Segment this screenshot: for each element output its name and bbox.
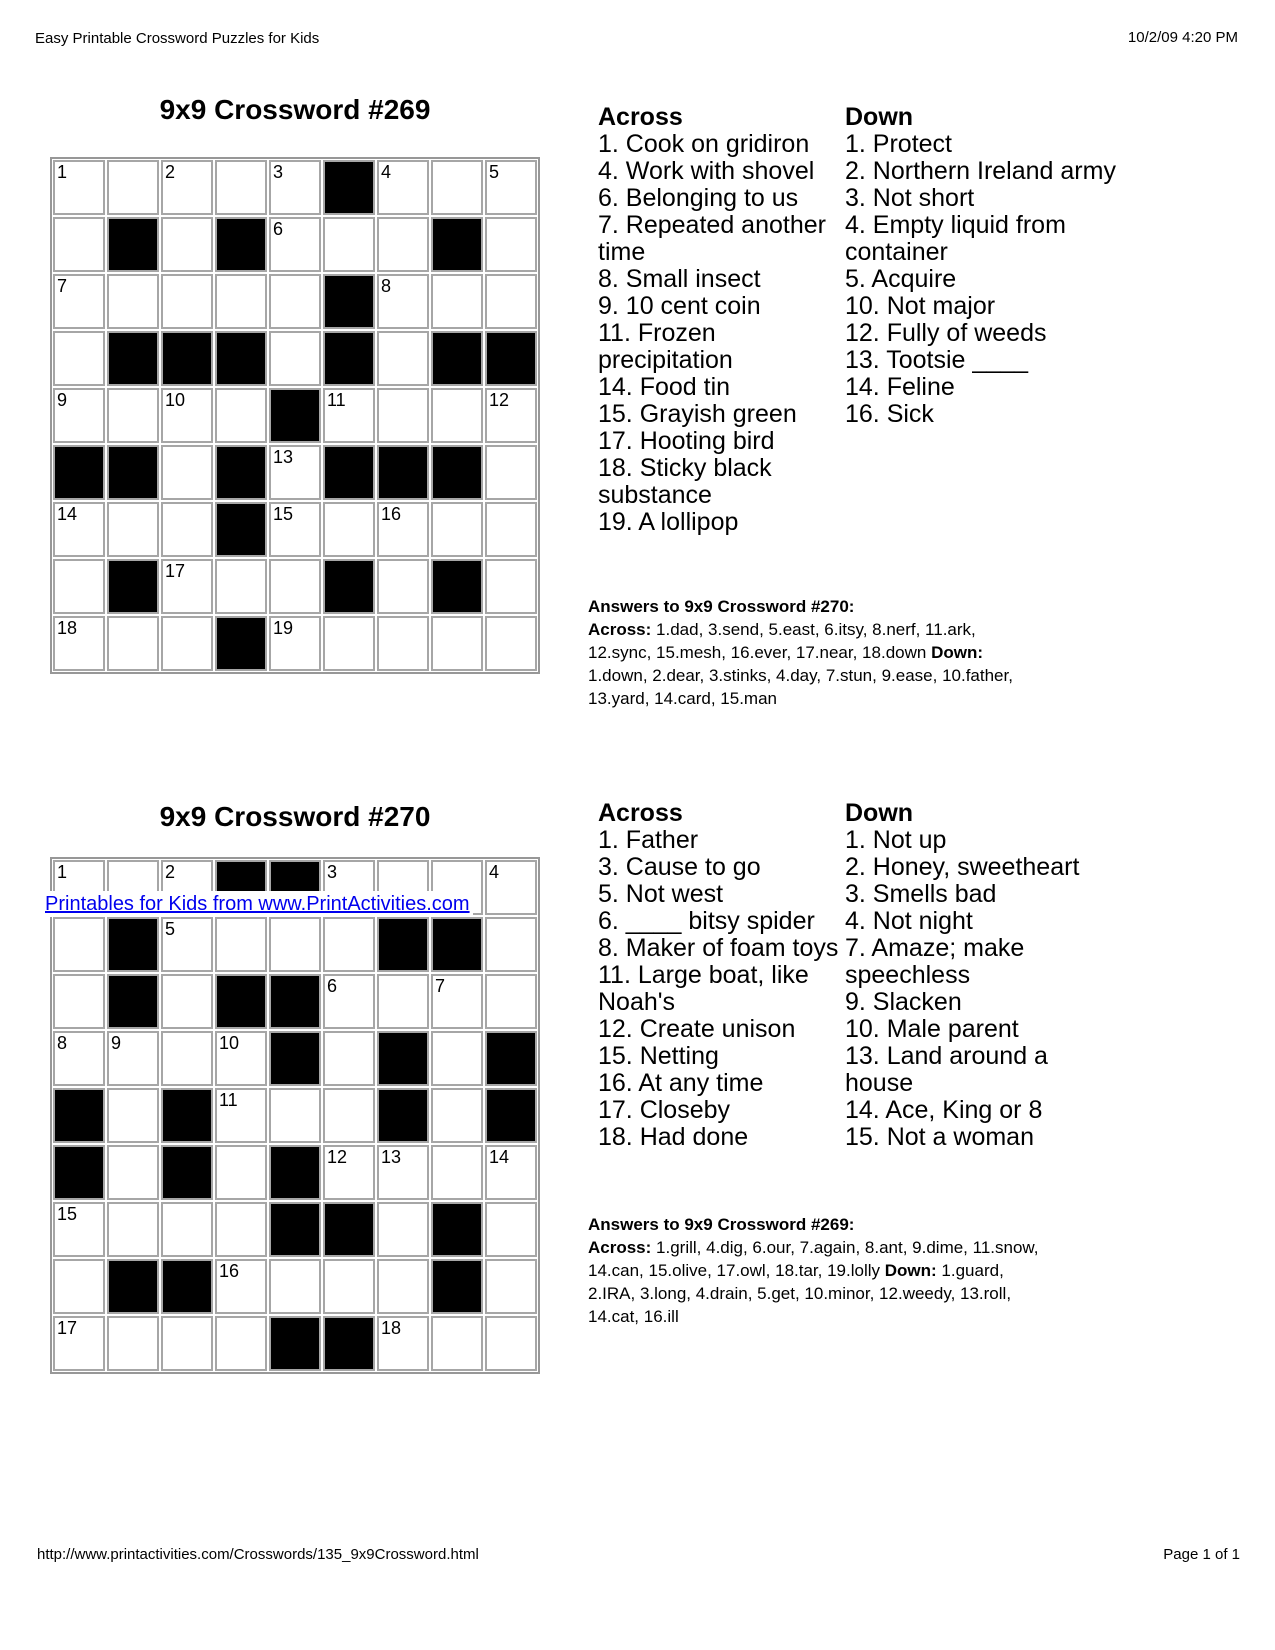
grid-cell-black [323,274,375,329]
grid-cell [161,388,213,443]
puzzle-270-down-clues [845,800,1101,1151]
grid-cell-black [377,1088,429,1143]
grid-cell-black [269,974,321,1029]
down-clue-list [845,827,1101,1151]
grid-cell [107,1031,159,1086]
grid-cell [485,860,537,915]
grid-cell-black [107,1259,159,1314]
cell-number: 19 [273,618,294,638]
grid-cell [107,1202,159,1257]
grid-cell [323,917,375,972]
grid-cell-black [107,445,159,500]
cell-number: 14 [57,504,78,524]
clue-item: 3. Smells bad [845,880,997,908]
grid-cell [485,616,537,671]
grid-cell [53,559,105,614]
grid-cell-black [269,1202,321,1257]
page-header-title: Easy Printable Crossword Puzzles for Kids [35,30,320,47]
answers-down-text: 1.guard, 2.IRA, 3.long, 4.drain, 5.get, 10.minor, 12.weedy, 13.roll, 14.cat, 16.ill [588,1261,1012,1326]
grid-cell [377,1202,429,1257]
grid-cell-black [215,502,267,557]
grid-cell [161,974,213,1029]
cell-number: 10 [219,1033,240,1053]
cell-number: 1 [57,862,68,882]
puzzle-270-across-clues [598,800,854,1151]
grid-cell [323,616,375,671]
answers-down-label: Down: [931,643,984,662]
grid-cell [377,502,429,557]
cell-number: 15 [57,1204,78,1224]
grid-cell-black [431,1259,483,1314]
grid-cell [269,559,321,614]
grid-cell [161,502,213,557]
grid-cell [161,1316,213,1371]
clue-item: 9. Slacken [845,988,962,1016]
grid-cell-black [53,1088,105,1143]
cell-number: 13 [381,1147,402,1167]
clue-item: 14. Feline [845,373,955,401]
grid-cell [269,445,321,500]
cell-number: 4 [489,862,500,882]
grid-cell [215,274,267,329]
grid-cell [485,1316,537,1371]
grid-cell [53,331,105,386]
grid-cell [161,160,213,215]
grid-cell [215,1259,267,1314]
grid-cell [215,1316,267,1371]
cell-number: 17 [165,561,186,581]
grid-cell [377,616,429,671]
grid-cell [323,1088,375,1143]
grid-cell-black [107,917,159,972]
grid-cell [485,1259,537,1314]
puzzle-270-grid [50,857,540,1374]
cell-number: 12 [489,390,510,410]
grid-cell [269,917,321,972]
clue-item: 14. Ace, King or 8 [845,1096,1043,1124]
answers-across-text: 1.dad, 3.send, 5.east, 6.itsy, 8.nerf, 11.ark, 12.sync, 15.mesh, 16.ever, 17.near, 18.down [588,620,976,662]
grid-cell [485,445,537,500]
grid-cell [215,388,267,443]
grid-cell [323,1145,375,1200]
clue-item: 15. Grayish green [598,400,797,428]
grid-cell-black [485,1088,537,1143]
grid-cell [53,388,105,443]
grid-cell [53,502,105,557]
cell-number: 3 [273,162,284,182]
grid-cell-black [107,217,159,272]
grid-cell-black [269,388,321,443]
grid-cell [323,217,375,272]
grid-cell [215,1088,267,1143]
grid-cell [107,388,159,443]
grid-cell [107,274,159,329]
grid-cell [377,1316,429,1371]
across-clue-list [598,827,854,1151]
grid-cell [53,1031,105,1086]
grid-cell-black [431,331,483,386]
answers-across-label: Across: [588,1238,652,1257]
grid-cell [161,616,213,671]
cell-number: 9 [111,1033,122,1053]
grid-cell [161,1202,213,1257]
clue-item: 7. Repeated another time [598,211,826,266]
cell-number: 4 [381,162,392,182]
cell-number: 5 [165,919,176,939]
clue-item: 7. Amaze; make speechless [845,934,1025,989]
grid-cell [53,917,105,972]
grid-cell-black [215,331,267,386]
grid-cell-black [431,1202,483,1257]
clue-item: 14. Food tin [598,373,731,401]
grid-cell [377,160,429,215]
cell-number: 9 [57,390,68,410]
grid-cell [161,1031,213,1086]
clue-item: 1. Cook on gridiron [598,130,810,158]
down-heading: Down [845,103,914,131]
grid-cell [485,274,537,329]
grid-cell [161,274,213,329]
grid-cell-black [323,1202,375,1257]
grid-cell [377,974,429,1029]
clue-item: 15. Netting [598,1042,719,1070]
cell-number: 13 [273,447,294,467]
grid-cell [53,974,105,1029]
grid-cell-black [269,1145,321,1200]
grid-cell-black [485,1031,537,1086]
clue-item: 6. ____ bitsy spider [598,907,815,935]
grid-cell [107,1088,159,1143]
grid-cell [53,1202,105,1257]
grid-cell-black [161,1259,213,1314]
grid-cell [377,274,429,329]
cell-number: 5 [489,162,500,182]
cell-number: 8 [381,276,392,296]
answers-down-text: 1.down, 2.dear, 3.stinks, 4.day, 7.stun, 9.ease, 10.father, 13.yard, 14.card, 15.man [588,666,1013,708]
clue-item: 12. Fully of weeds [845,319,1047,347]
grid-cell [485,502,537,557]
cell-number: 12 [327,1147,348,1167]
cell-number: 2 [165,862,176,882]
cell-number: 7 [435,976,446,996]
grid-cell-black [431,445,483,500]
grid-cell [107,502,159,557]
grid-cell-black [377,1031,429,1086]
grid-cell [53,616,105,671]
grid-cell-black [161,331,213,386]
grid-cell [215,559,267,614]
grid-cell-black [431,217,483,272]
grid-cell [377,1259,429,1314]
grid-cell [431,1031,483,1086]
grid-cell-black [107,331,159,386]
grid-cell-black [53,445,105,500]
grid-cell [431,1145,483,1200]
clue-item: 13. Tootsie ____ [845,346,1029,374]
clue-item: 4. Work with shovel [598,157,815,185]
cell-number: 6 [273,219,284,239]
puzzle-270-answer-key [588,595,1043,710]
clue-item: 5. Not west [598,880,724,908]
grid-cell [323,974,375,1029]
grid-cell [161,217,213,272]
grid-cell [215,1202,267,1257]
across-heading: Across [598,799,683,827]
grid-cell [107,160,159,215]
grid-cell [161,917,213,972]
clue-item: 4. Not night [845,907,973,935]
clue-item: 17. Hooting bird [598,427,775,455]
grid-cell [215,160,267,215]
answers-across-text: 1.grill, 4.dig, 6.our, 7.again, 8.ant, 9.dime, 11.snow, 14.can, 15.olive, 17.owl, 18.tar, 19.lolly [588,1238,1039,1280]
cell-number: 18 [57,618,78,638]
grid-cell-black [269,1031,321,1086]
puzzle-269-down-clues [845,104,1155,428]
grid-cell [215,1031,267,1086]
cell-number: 8 [57,1033,68,1053]
grid-cell-black [323,445,375,500]
cell-number: 16 [219,1261,240,1281]
grid-cell [431,388,483,443]
grid-cell-black [431,917,483,972]
grid-cell [269,217,321,272]
page-header-datetime: 10/2/09 4:20 PM [1127,29,1238,46]
across-clue-list [598,131,854,536]
grid-cell [485,217,537,272]
clue-item: 5. Acquire [845,265,957,293]
cell-number: 1 [57,162,68,182]
clue-item: 1. Father [598,826,699,854]
cell-number: 7 [57,276,68,296]
grid-cell [161,559,213,614]
grid-cell [53,217,105,272]
answer-key-heading: Answers to 9x9 Crossword #269: [588,1215,855,1234]
grid-cell [107,616,159,671]
cell-number: 15 [273,504,294,524]
clue-item: 10. Male parent [845,1015,1019,1043]
grid-cell [431,502,483,557]
grid-cell-black [323,1316,375,1371]
cell-number: 11 [219,1090,238,1110]
down-heading: Down [845,799,914,827]
grid-cell [377,217,429,272]
grid-cell-black [431,559,483,614]
cell-number: 6 [327,976,338,996]
grid-cell [485,559,537,614]
grid-cell [485,1145,537,1200]
grid-cell [431,1316,483,1371]
grid-cell-black [485,331,537,386]
clue-item: 3. Not short [845,184,975,212]
grid-cell [269,616,321,671]
grid-cell [485,160,537,215]
grid-cell [269,331,321,386]
grid-cell [107,1145,159,1200]
puzzle-269-across-clues [598,104,854,536]
clue-item: 16. Sick [845,400,934,428]
grid-cell-black [269,1316,321,1371]
grid-cell [53,274,105,329]
clue-item: 3. Cause to go [598,853,761,881]
answers-down-label: Down: [884,1261,937,1280]
grid-cell [323,1259,375,1314]
clue-item: 18. Had done [598,1123,749,1151]
grid-cell [269,502,321,557]
cell-number: 14 [489,1147,510,1167]
grid-cell [269,274,321,329]
clue-item: 2. Honey, sweetheart [845,853,1080,881]
grid-cell-black [323,559,375,614]
grid-cell [485,974,537,1029]
clue-item: 11. Large boat, like Noah's [598,961,809,1016]
grid-cell-black [161,1088,213,1143]
grid-cell-black [377,445,429,500]
grid-cell [431,274,483,329]
grid-cell-black [107,974,159,1029]
clue-item: 11. Frozen precipitation [598,319,733,374]
grid-cell [323,502,375,557]
clue-item: 16. At any time [598,1069,764,1097]
clue-item: 1. Protect [845,130,952,158]
grid-cell [431,616,483,671]
grid-cell [161,445,213,500]
clue-item: 2. Northern Ireland army [845,157,1116,185]
grid-cell-black [215,616,267,671]
clue-item: 15. Not a woman [845,1123,1034,1151]
clue-item: 12. Create unison [598,1015,796,1043]
grid-cell [323,388,375,443]
answer-key-body [588,618,1043,710]
grid-cell-black [215,445,267,500]
grid-cell [377,388,429,443]
puzzle-269-answer-key [588,1213,1043,1328]
puzzle-269-grid [50,157,540,674]
answer-key-heading: Answers to 9x9 Crossword #270: [588,597,855,616]
answer-key-body [588,1236,1043,1328]
page-footer-pagenum: Page 1 of 1 [1163,1546,1240,1563]
grid-cell [215,917,267,972]
grid-cell [485,388,537,443]
grid-cell-black [215,974,267,1029]
cell-number: 3 [327,862,338,882]
grid-cell-black [377,917,429,972]
grid-cell [53,160,105,215]
printactivities-watermark-link[interactable]: Printables for Kids from www.PrintActivities.com [45,891,473,917]
grid-cell [323,1031,375,1086]
grid-cell-black [161,1145,213,1200]
clue-item: 19. A lollipop [598,508,739,536]
cell-number: 16 [381,504,402,524]
across-heading: Across [598,103,683,131]
grid-cell [431,160,483,215]
puzzle-270-title: 9x9 Crossword #270 [159,801,431,832]
grid-cell-black [323,331,375,386]
grid-cell [485,1202,537,1257]
grid-cell [377,1145,429,1200]
grid-cell [107,1316,159,1371]
grid-cell [269,1088,321,1143]
clue-item: 4. Empty liquid from container [845,211,1066,266]
clue-item: 8. Maker of foam toys [598,934,839,962]
grid-cell [269,160,321,215]
puzzle-269-title: 9x9 Crossword #269 [159,94,431,125]
grid-cell [215,1145,267,1200]
clue-item: 8. Small insect [598,265,761,293]
grid-cell [53,1259,105,1314]
grid-cell-black [53,1145,105,1200]
grid-cell [377,559,429,614]
cell-number: 10 [165,390,186,410]
grid-cell-black [107,559,159,614]
grid-cell [377,331,429,386]
grid-cell-black [323,160,375,215]
clue-item: 10. Not major [845,292,996,320]
cell-number: 18 [381,1318,402,1338]
clue-item: 1. Not up [845,826,947,854]
answers-across-label: Across: [588,620,652,639]
grid-cell-black [215,217,267,272]
clue-item: 9. 10 cent coin [598,292,761,320]
grid-cell [53,1316,105,1371]
page-footer-url: http://www.printactivities.com/Crosswords/135_9x9Crossword.html [37,1546,479,1563]
grid-cell [485,917,537,972]
clue-item: 6. Belonging to us [598,184,799,212]
grid-cell [431,974,483,1029]
cell-number: 11 [327,390,346,410]
grid-cell [431,1088,483,1143]
grid-cell [269,1259,321,1314]
cell-number: 17 [57,1318,78,1338]
clue-item: 13. Land around a house [845,1042,1048,1097]
cell-number: 2 [165,162,176,182]
clue-item: 17. Closeby [598,1096,731,1124]
clue-item: 18. Sticky black substance [598,454,772,509]
down-clue-list [845,131,1155,428]
